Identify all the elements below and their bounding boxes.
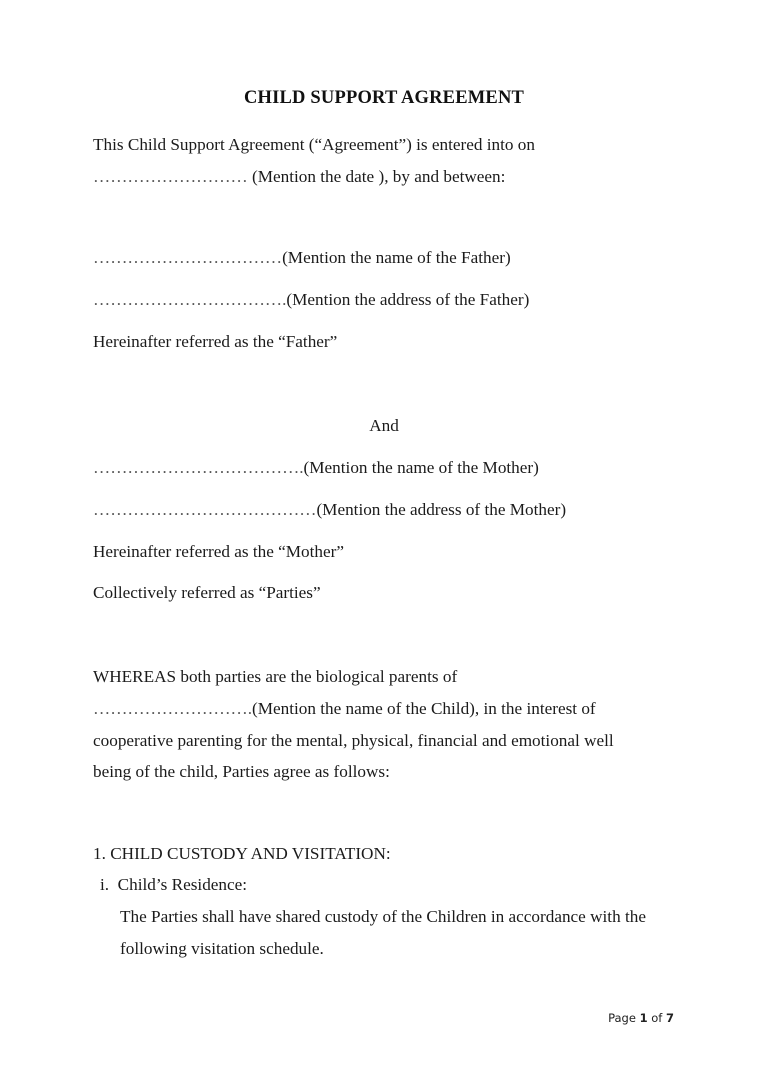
footer-prefix: Page xyxy=(608,1011,640,1025)
father-address-label: (Mention the address of the Father) xyxy=(286,290,530,309)
father-address-blank-dots: ……………………………. xyxy=(93,290,287,309)
mother-name-blank-dots: ………………………………. xyxy=(93,458,304,477)
whereas-line-1: WHEREAS both parties are the biological parents of xyxy=(93,667,458,686)
section-1-item-i-number: i. xyxy=(100,875,110,894)
intro-line-2 xyxy=(93,166,505,188)
mother-hereinafter-line: Hereinafter referred as the “Mother” xyxy=(93,542,344,561)
section-1-item-i-title: Child’s Residence: xyxy=(117,875,248,894)
section-1-item-i xyxy=(100,874,247,896)
page-footer xyxy=(0,1011,768,1025)
intro-line-2-text: (Mention the date ), by and between: xyxy=(247,167,506,186)
section-1-heading: 1. CHILD CUSTODY AND VISITATION: xyxy=(93,844,391,863)
mother-address-blank-dots: ………………………………… xyxy=(93,500,317,519)
footer-current-page: 1 xyxy=(639,1011,648,1025)
whereas-line-2 xyxy=(93,698,596,720)
father-hereinafter-line: Hereinafter referred as the “Father” xyxy=(93,332,338,351)
whereas-line-3: cooperative parenting for the mental, physical, financial and emotional well xyxy=(93,731,614,750)
father-name-label: (Mention the name of the Father) xyxy=(282,248,511,267)
mother-address-line xyxy=(93,499,566,521)
section-1-body-line-1: The Parties shall have shared custody of the Children in accordance with the xyxy=(120,907,646,926)
child-name-label: (Mention the name of the Child), in the interest of xyxy=(251,699,596,718)
section-1-body-line-2: following visitation schedule. xyxy=(120,939,324,958)
conjunction-and: And xyxy=(369,416,399,435)
section-1-item-i-spacer xyxy=(109,875,118,894)
child-name-blank-dots: ………………………. xyxy=(93,699,252,718)
whereas-line-4: being of the child, Parties agree as follows: xyxy=(93,762,390,781)
father-name-line xyxy=(93,247,511,269)
footer-middle: of xyxy=(647,1011,666,1025)
father-name-blank-dots: …………………………… xyxy=(93,248,283,267)
intro-line-1: This Child Support Agreement (“Agreement”) is entered into on xyxy=(93,135,535,154)
mother-name-label: (Mention the name of the Mother) xyxy=(303,458,539,477)
mother-address-label: (Mention the address of the Mother) xyxy=(316,500,567,519)
collectively-line: Collectively referred as “Parties” xyxy=(93,583,321,602)
mother-name-line xyxy=(93,457,539,479)
father-address-line xyxy=(93,289,529,311)
date-blank-dots: ……………………… xyxy=(93,167,248,186)
footer-total-pages: 7 xyxy=(665,1011,674,1025)
page-title: CHILD SUPPORT AGREEMENT xyxy=(243,88,525,108)
